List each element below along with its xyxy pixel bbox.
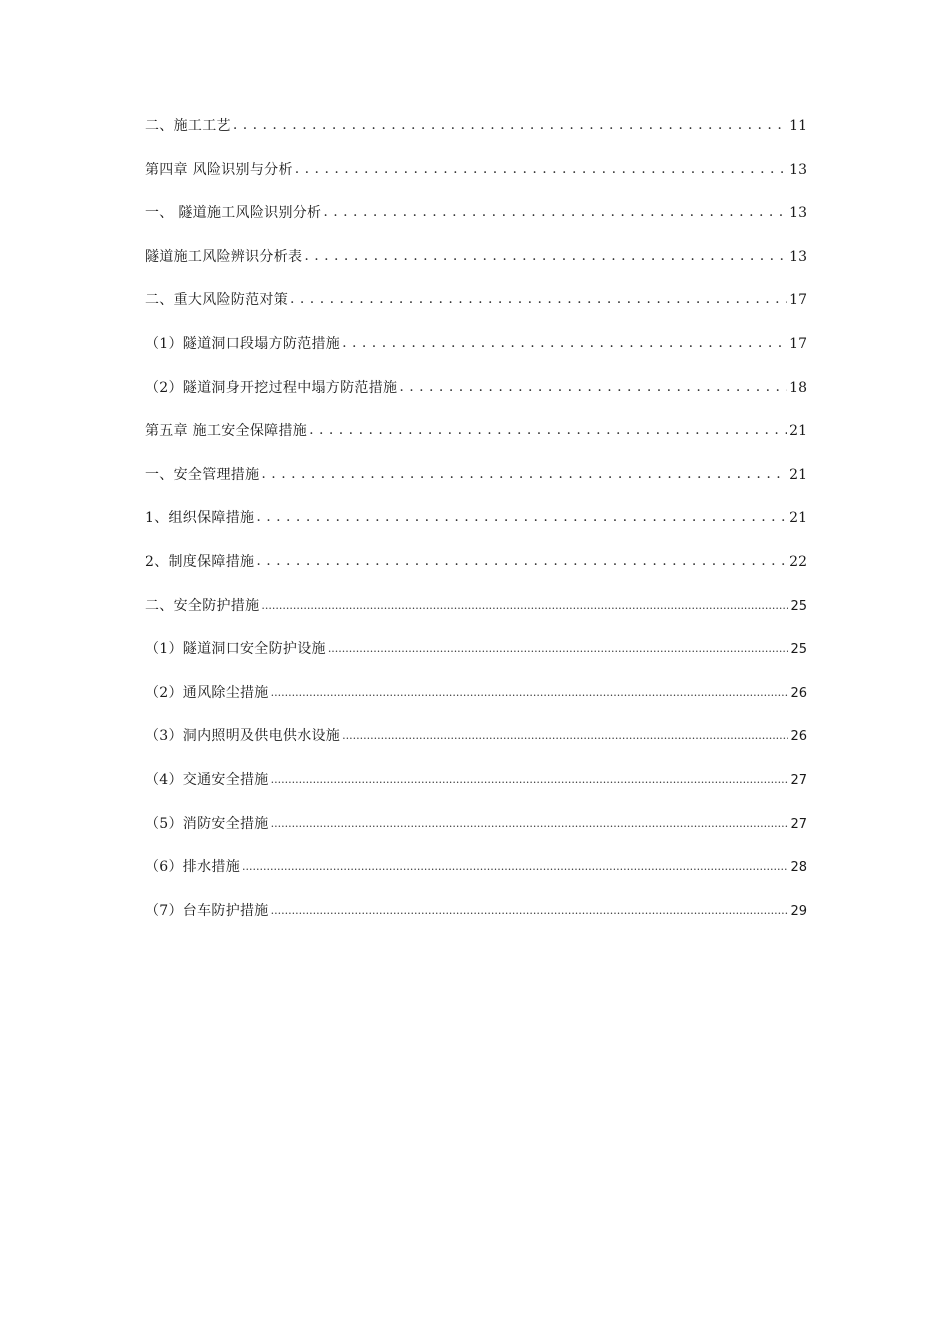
toc-page-number: 13 bbox=[789, 248, 807, 265]
toc-dot-leader bbox=[342, 329, 787, 357]
toc-entry-title: （4）交通安全措施 bbox=[145, 771, 269, 788]
toc-entry-title: （6）排水措施 bbox=[145, 859, 241, 876]
toc-page-number: 27 bbox=[790, 772, 807, 788]
toc-entry[interactable] bbox=[145, 243, 807, 287]
toc-entry-title: 隧道施工风险辨识分析表 bbox=[145, 248, 303, 265]
toc-dot-leader bbox=[271, 765, 789, 794]
toc-dot-leader bbox=[242, 852, 788, 881]
toc-entry[interactable] bbox=[145, 504, 807, 548]
toc-entry[interactable] bbox=[145, 156, 807, 200]
toc-entry-title: （7）台车防护措施 bbox=[145, 902, 269, 919]
toc-page-number: 21 bbox=[789, 423, 807, 440]
toc-entry[interactable] bbox=[145, 635, 807, 679]
toc-dot-leader bbox=[295, 155, 787, 183]
toc-entry-title: 二、施工工艺 bbox=[145, 118, 231, 134]
toc-page-number: 11 bbox=[789, 118, 807, 134]
toc-entry[interactable] bbox=[145, 722, 807, 766]
toc-entry[interactable] bbox=[145, 330, 807, 374]
toc-entry[interactable] bbox=[145, 810, 807, 854]
toc-dot-leader bbox=[309, 416, 787, 444]
toc-entry[interactable] bbox=[145, 417, 807, 461]
toc-entry[interactable] bbox=[145, 548, 807, 592]
toc-page-number: 26 bbox=[790, 729, 807, 745]
toc-dot-leader bbox=[271, 809, 789, 838]
toc-entry-title: （2）通风除尘措施 bbox=[145, 684, 269, 701]
toc-page-number: 25 bbox=[790, 598, 807, 614]
toc-entry-title: （2）隧道洞身开挖过程中塌方防范措施 bbox=[145, 379, 398, 396]
table-of-contents bbox=[145, 112, 807, 940]
toc-entry[interactable] bbox=[145, 461, 807, 505]
toc-page-number: 27 bbox=[790, 816, 807, 832]
toc-dot-leader bbox=[271, 896, 789, 925]
toc-page-number: 29 bbox=[790, 903, 807, 919]
toc-entry[interactable] bbox=[145, 766, 807, 810]
toc-entry[interactable] bbox=[145, 679, 807, 723]
toc-entry-title: 2、制度保障措施 bbox=[145, 553, 255, 570]
toc-entry[interactable] bbox=[145, 897, 807, 941]
toc-page-number: 21 bbox=[789, 466, 807, 483]
toc-page-number: 17 bbox=[789, 292, 807, 309]
toc-page-number: 22 bbox=[789, 553, 807, 570]
toc-dot-leader bbox=[304, 242, 787, 270]
toc-entry-title: （1）隧道洞口段塌方防范措施 bbox=[145, 335, 341, 352]
toc-dot-leader bbox=[323, 198, 787, 226]
toc-entry-title: （3）洞内照明及供电供水设施 bbox=[145, 728, 341, 745]
toc-entry-title: 二、安全防护措施 bbox=[145, 597, 260, 614]
toc-dot-leader bbox=[399, 373, 787, 401]
toc-entry[interactable] bbox=[145, 853, 807, 897]
toc-page-number: 21 bbox=[789, 510, 807, 527]
toc-page-number: 13 bbox=[789, 205, 807, 222]
toc-page-number: 17 bbox=[789, 335, 807, 352]
toc-page-number: 26 bbox=[790, 685, 807, 701]
toc-dot-leader bbox=[261, 591, 788, 620]
toc-dot-leader bbox=[342, 721, 788, 750]
toc-dot-leader bbox=[256, 547, 787, 575]
toc-entry-title: 1、组织保障措施 bbox=[145, 510, 255, 527]
toc-page-number: 28 bbox=[790, 860, 807, 876]
toc-entry[interactable] bbox=[145, 199, 807, 243]
toc-entry-title: 二、重大风险防范对策 bbox=[145, 292, 288, 309]
toc-dot-leader bbox=[261, 460, 787, 488]
toc-page-number: 25 bbox=[790, 642, 807, 658]
toc-entry[interactable] bbox=[145, 286, 807, 330]
toc-entry[interactable] bbox=[145, 592, 807, 636]
toc-dot-leader bbox=[328, 634, 789, 663]
toc-entry-title: （5）消防安全措施 bbox=[145, 815, 269, 832]
toc-dot-leader bbox=[271, 678, 789, 707]
toc-page-number: 18 bbox=[789, 379, 807, 396]
toc-dot-leader bbox=[290, 285, 787, 313]
toc-entry-title: 第四章 风险识别与分析 bbox=[145, 161, 293, 178]
toc-entry-title: 第五章 施工安全保障措施 bbox=[145, 423, 308, 440]
toc-page-number: 13 bbox=[789, 161, 807, 178]
toc-entry-title: 一、安全管理措施 bbox=[145, 466, 260, 483]
toc-dot-leader bbox=[256, 503, 787, 531]
toc-entry[interactable] bbox=[145, 374, 807, 418]
toc-dot-leader bbox=[233, 111, 787, 139]
toc-entry-title: （1）隧道洞口安全防护设施 bbox=[145, 641, 326, 658]
toc-entry-title: 一、 隧道施工风险识别分析 bbox=[145, 205, 322, 222]
toc-entry[interactable] bbox=[145, 112, 807, 156]
